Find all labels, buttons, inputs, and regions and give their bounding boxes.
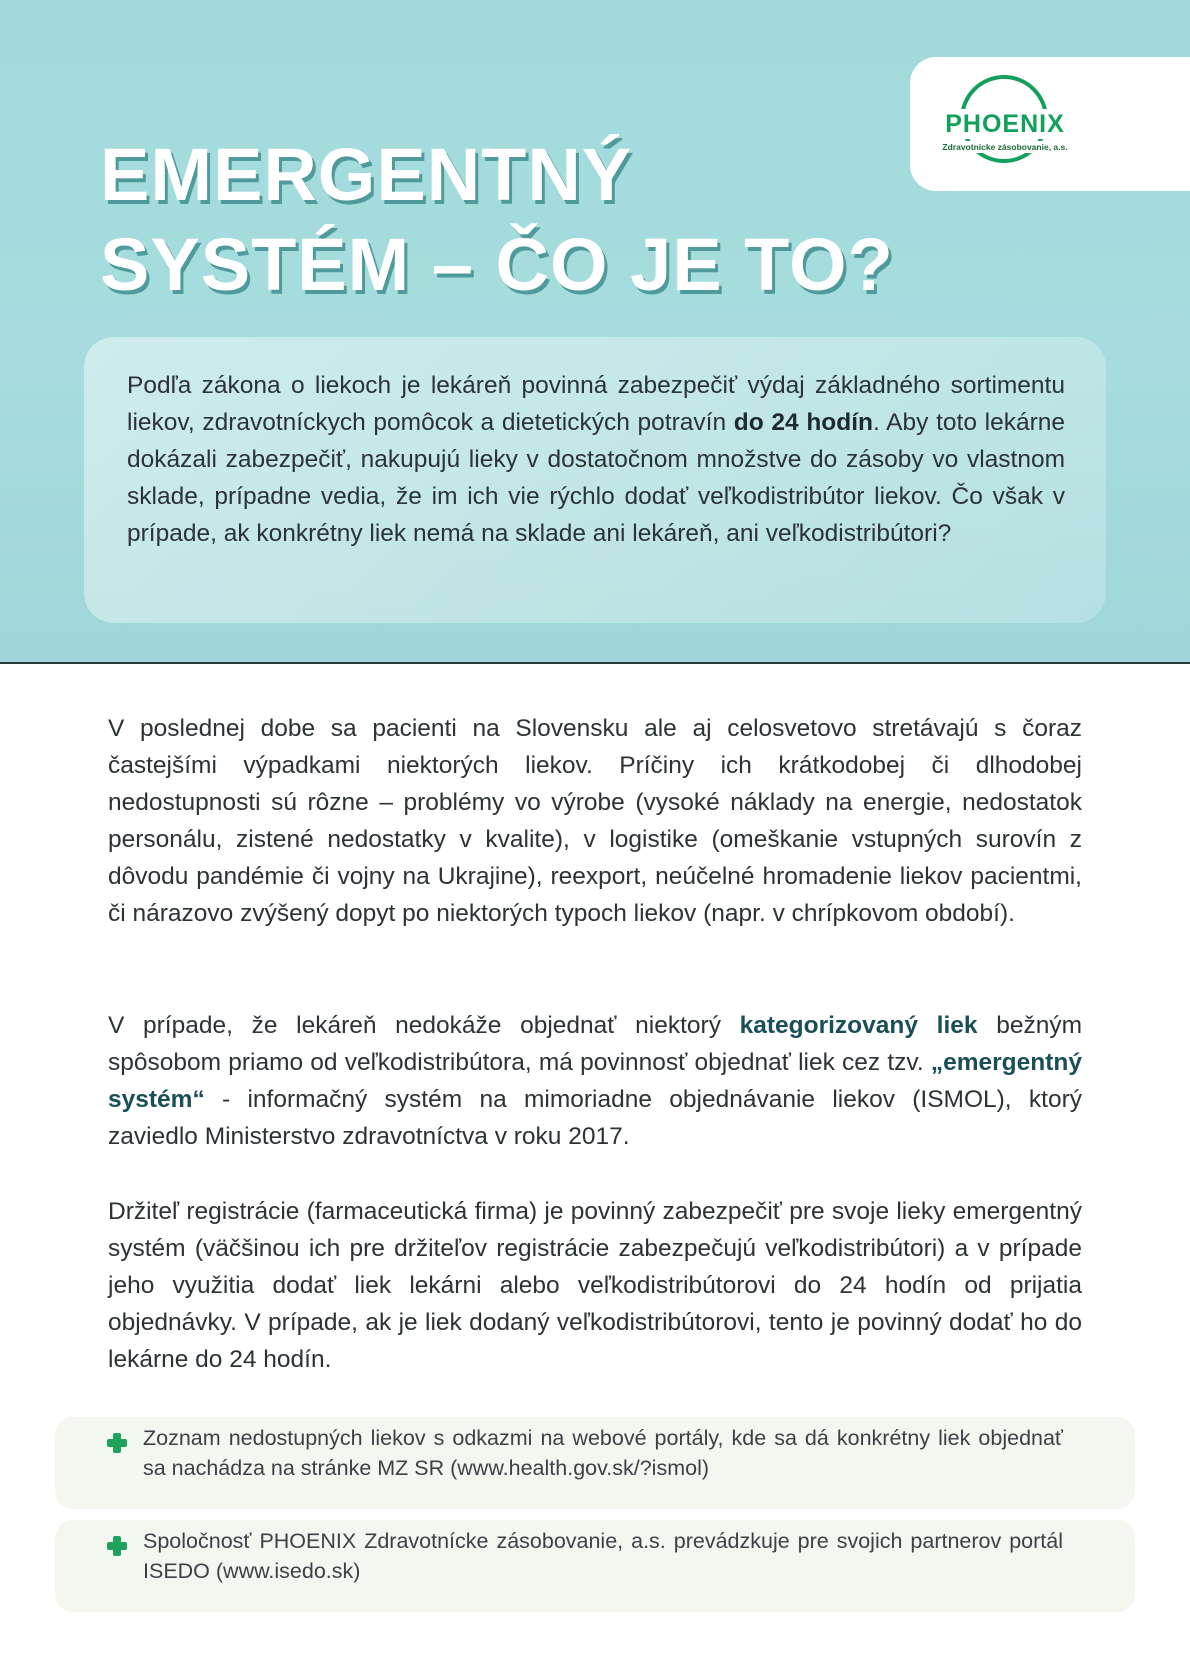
paragraph-shortages: V poslednej dobe sa pacienti na Slovensku ale aj celosvetovo stretávajú s čoraz častejšími výpadkami niektorých liekov. Príčiny ich krátkodobej či dlhodobej nedostupnosti sú rôzne – problémy vo výrobe (vysoké náklady na energie, nedostatok personálu, zistené nedostatky v kvalite), v logistike (omeškanie vstupných surovín z dôvodu pandémie či vojny na Ukrajine), reexport, neúčelné hromadenie liekov pacientmi, či nárazovo zvýšený dopyt po niektorých typoch liekov (napr. v chrípkovom období). <box>108 715 1082 927</box>
highlight-emergency-system: „emergentný systém“ <box>108 1049 1082 1113</box>
intro-text-before: Podľa zákona o liekoch je lekáreň povinná zabezpečiť výdaj základného sortimentu liekov, zdravotníckych pomôcok a dietetických potravín <box>127 372 1065 436</box>
paragraph-emergency-system <box>108 1007 1082 1155</box>
paragraph-registration-holder: Držiteľ registrácie (farmaceutická firma) je povinný zabezpečiť pre svoje lieky emergentný systém (väčšinou ich pre držiteľov registrácie zabezpečujú veľkodistribútori) a v prípade jeho využitia dodať liek lekárni alebo veľkodistribútorovi do 24 hodín od prijatia objednávky. V prípade, ak je liek dodaný veľkodistribútorovi, tento je povinný dodať ho do lekárne do 24 hodín. <box>108 1198 1082 1373</box>
logo-card <box>910 57 1190 191</box>
paragraph2-part2: bežným spôsobom priamo od veľkodistribútora, má povinnosť objednať liek cez tzv. <box>108 1012 1083 1076</box>
intro-text-after: . Aby toto lekárne dokázali zabezpečiť, nakupujú lieky v dostatočnom množstve do zásoby vo vlastnom sklade, prípadne vedia, že im ich vie rýchlo dodať veľkodistribútor liekov. Čo však v prípade, ak konkrétny liek nemá na sklade ani lekáreň, ani veľkodistribútori? <box>127 409 1065 547</box>
note-box-ismol <box>55 1417 1135 1509</box>
note-box-isedo <box>55 1520 1135 1612</box>
hero-banner <box>0 0 1190 664</box>
logo-name: PHOENIX <box>930 109 1080 139</box>
title-line-2: SYSTÉM – ČO JE TO? <box>100 223 894 306</box>
title-line-1: EMERGENTNÝ <box>100 133 633 216</box>
logo-subtitle: Zdravotnícke zásobovanie, a.s. <box>930 141 1080 153</box>
paragraph2-part1: V prípade, že lekáreň nedokáže objednať niektorý <box>108 1012 740 1039</box>
intro-highlight: do 24 hodín <box>733 409 874 436</box>
paragraph2-part3: - informačný systém na mimoriadne objednávanie liekov (ISMOL), ktorý zaviedlo Ministerstvo zdravotníctva v roku 2017. <box>108 1086 1082 1150</box>
highlight-categorized-drug: kategorizovaný liek <box>739 1012 978 1039</box>
intro-box <box>84 337 1106 623</box>
green-plus-icon <box>107 1433 127 1453</box>
page-title <box>100 130 920 310</box>
note-text-ismol: Zoznam nedostupných liekov s odkazmi na webové portály, kde sa dá konkrétny liek objednať sa nachádza na stránke MZ SR (www.health.gov.sk/?ismol) <box>143 1426 1063 1480</box>
note-text-isedo: Spoločnosť PHOENIX Zdravotnícke zásobovanie, a.s. prevádzkuje pre svojich partnerov portál ISEDO (www.isedo.sk) <box>143 1529 1063 1583</box>
green-plus-icon <box>107 1536 127 1556</box>
intro-paragraph <box>127 367 1065 552</box>
